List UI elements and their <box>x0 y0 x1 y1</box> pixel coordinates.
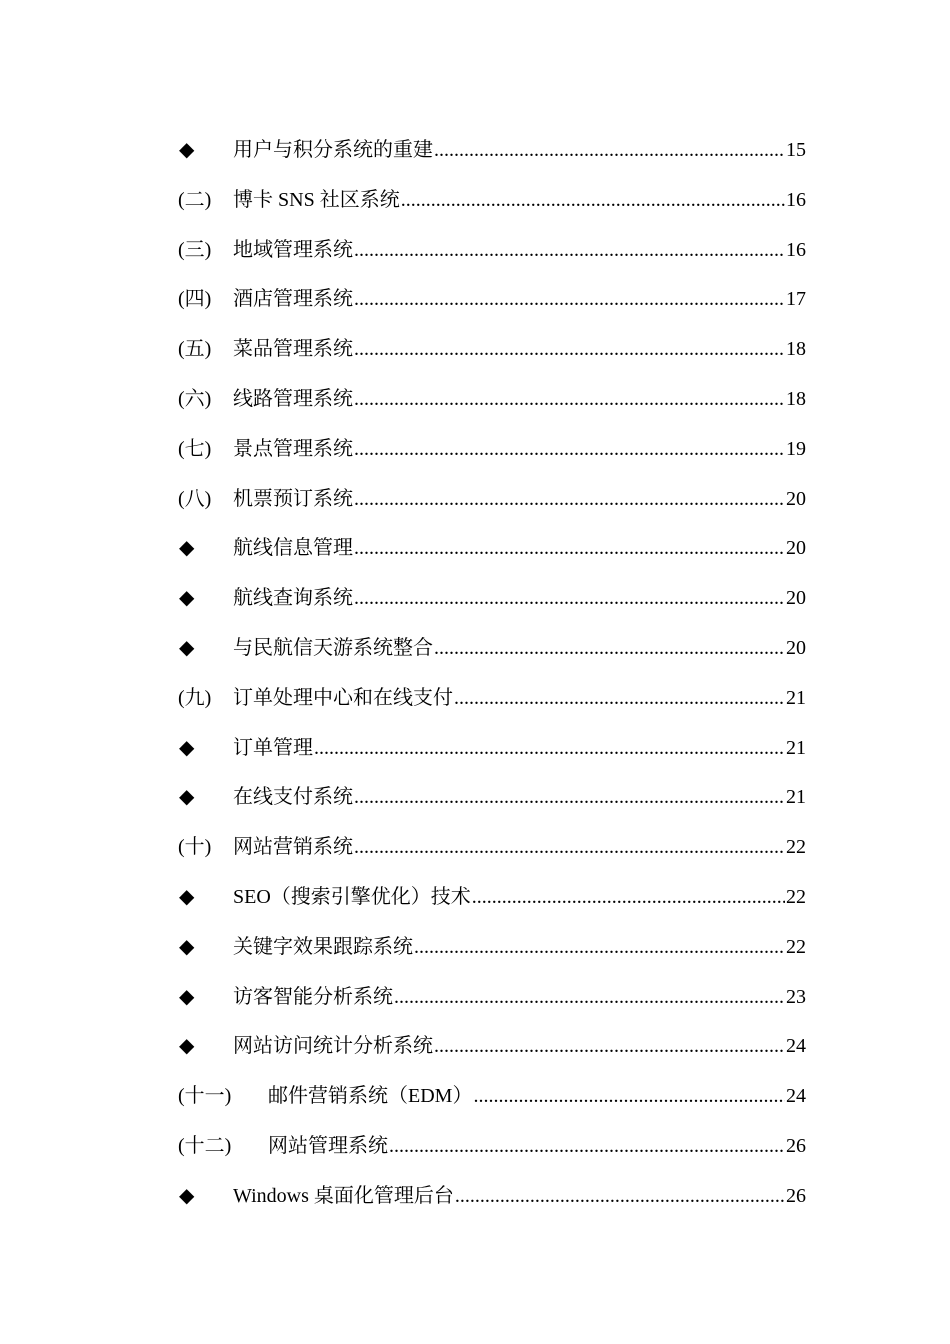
dot-leader <box>414 923 785 973</box>
diamond-bullet-icon: ◆ <box>179 139 195 161</box>
toc-entry-page: 20 <box>786 636 806 659</box>
toc-entry-title: 网站管理系统 <box>268 1134 388 1157</box>
toc-entry-page: 23 <box>786 985 806 1008</box>
dot-leader <box>354 425 785 475</box>
toc-entry-page: 20 <box>786 487 806 510</box>
dot-leader <box>389 1122 785 1172</box>
toc-entry-title: 用户与积分系统的重建 <box>233 139 433 161</box>
dot-leader <box>354 226 785 276</box>
toc-entry[interactable] <box>178 873 806 923</box>
toc-entry-page: 22 <box>786 836 806 859</box>
dot-leader <box>354 574 785 624</box>
toc-entry[interactable] <box>178 1022 806 1072</box>
toc-entry-title: 博卡 SNS 社区系统 <box>233 188 400 211</box>
section-number: (十) <box>178 836 212 859</box>
toc-entry-page: 21 <box>786 786 806 809</box>
diamond-bullet-icon: ◆ <box>179 537 195 560</box>
toc-entry[interactable] <box>178 176 806 226</box>
dot-leader <box>354 823 785 873</box>
toc-entry-title: 航线信息管理 <box>233 537 353 560</box>
dot-leader <box>401 176 785 226</box>
dot-leader <box>354 773 785 823</box>
toc-entry-page: 18 <box>786 387 806 410</box>
toc-entry[interactable] <box>178 126 806 176</box>
diamond-bullet-icon: ◆ <box>179 587 195 610</box>
toc-entry-title: 网站营销系统 <box>233 836 353 859</box>
toc-entry-title: SEO（搜索引擎优化）技术 <box>233 885 471 908</box>
toc-entry[interactable] <box>178 674 806 724</box>
toc-entry-title: 航线查询系统 <box>233 587 353 610</box>
toc-entry[interactable] <box>178 475 806 525</box>
toc-entry-title: 机票预订系统 <box>233 487 353 510</box>
toc-entry-title: 与民航信天游系统整合 <box>233 636 433 659</box>
diamond-bullet-icon: ◆ <box>179 1184 195 1207</box>
toc-entry-title: 订单处理中心和在线支付 <box>233 686 453 709</box>
toc-entry-page: 20 <box>786 537 806 560</box>
section-number: (九) <box>178 686 212 709</box>
section-number: (四) <box>178 288 212 311</box>
dot-leader <box>394 973 785 1023</box>
dot-leader <box>473 1072 785 1122</box>
toc-entry-title: 地域管理系统 <box>233 238 353 261</box>
toc-entry[interactable] <box>178 275 806 325</box>
dot-leader <box>354 475 785 525</box>
toc-entry-title: 订单管理 <box>233 736 313 759</box>
toc-entry[interactable] <box>178 923 806 973</box>
toc-entry-page: 24 <box>786 1085 806 1108</box>
toc-entry-title: Windows 桌面化管理后台 <box>233 1184 454 1207</box>
toc-entry-title: 关键字效果跟踪系统 <box>233 935 413 958</box>
toc-entry-page: 21 <box>786 736 806 759</box>
toc-entry-page: 26 <box>786 1134 806 1157</box>
toc-entry-page: 15 <box>786 139 806 161</box>
toc-entry[interactable] <box>178 1072 806 1122</box>
diamond-bullet-icon: ◆ <box>179 985 195 1008</box>
section-number: (八) <box>178 487 212 510</box>
toc-entry-title: 菜品管理系统 <box>233 338 353 361</box>
toc-entry-page: 20 <box>786 587 806 610</box>
diamond-bullet-icon: ◆ <box>179 636 195 659</box>
diamond-bullet-icon: ◆ <box>179 786 195 809</box>
dot-leader <box>354 275 785 325</box>
section-number: (六) <box>178 387 212 410</box>
toc-entry-page: 24 <box>786 1035 806 1058</box>
toc-entry-page: 22 <box>786 935 806 958</box>
diamond-bullet-icon: ◆ <box>179 885 195 908</box>
toc-entry[interactable] <box>178 624 806 674</box>
dot-leader <box>455 1172 785 1222</box>
toc-entry[interactable] <box>178 1172 806 1222</box>
diamond-bullet-icon: ◆ <box>179 1035 195 1058</box>
toc-entry[interactable] <box>178 524 806 574</box>
dot-leader <box>472 873 785 923</box>
section-number: (三) <box>178 238 212 261</box>
toc-entry-title: 线路管理系统 <box>233 387 353 410</box>
dot-leader <box>354 524 785 574</box>
toc-entry[interactable] <box>178 375 806 425</box>
section-number: (五) <box>178 338 212 361</box>
dot-leader <box>454 674 785 724</box>
toc-entry-page: 26 <box>786 1184 806 1207</box>
toc-entry[interactable] <box>178 425 806 475</box>
toc-entry-title: 在线支付系统 <box>233 786 353 809</box>
dot-leader <box>434 126 785 176</box>
toc-entry-title: 网站访问统计分析系统 <box>233 1035 433 1058</box>
section-number: (七) <box>178 437 212 460</box>
section-number: (十二) <box>178 1134 232 1157</box>
toc-entry-title: 景点管理系统 <box>233 437 353 460</box>
toc-entry-page: 16 <box>786 238 806 261</box>
toc-entry-title: 酒店管理系统 <box>233 288 353 311</box>
table-of-contents <box>178 126 806 1222</box>
toc-entry-page: 17 <box>786 288 806 311</box>
dot-leader <box>354 325 785 375</box>
toc-entry[interactable] <box>178 1122 806 1172</box>
toc-entry[interactable] <box>178 823 806 873</box>
toc-entry-title: 邮件营销系统（EDM） <box>268 1085 473 1108</box>
toc-entry[interactable] <box>178 574 806 624</box>
toc-entry-title: 访客智能分析系统 <box>233 985 393 1008</box>
dot-leader <box>434 624 785 674</box>
toc-entry-page: 21 <box>786 686 806 709</box>
toc-entry-page: 16 <box>786 188 806 211</box>
section-number: (十一) <box>178 1085 232 1108</box>
diamond-bullet-icon: ◆ <box>179 736 195 759</box>
toc-entry[interactable] <box>178 226 806 276</box>
toc-entry-page: 22 <box>786 885 806 908</box>
toc-entry[interactable] <box>178 773 806 823</box>
toc-entry-page: 19 <box>786 437 806 460</box>
dot-leader <box>314 724 785 774</box>
toc-entry[interactable] <box>178 724 806 774</box>
dot-leader <box>434 1022 785 1072</box>
toc-entry-page: 18 <box>786 338 806 361</box>
dot-leader <box>354 375 785 425</box>
section-number: (二) <box>178 188 212 211</box>
toc-entry[interactable] <box>178 973 806 1023</box>
toc-entry[interactable] <box>178 325 806 375</box>
diamond-bullet-icon: ◆ <box>179 935 195 958</box>
